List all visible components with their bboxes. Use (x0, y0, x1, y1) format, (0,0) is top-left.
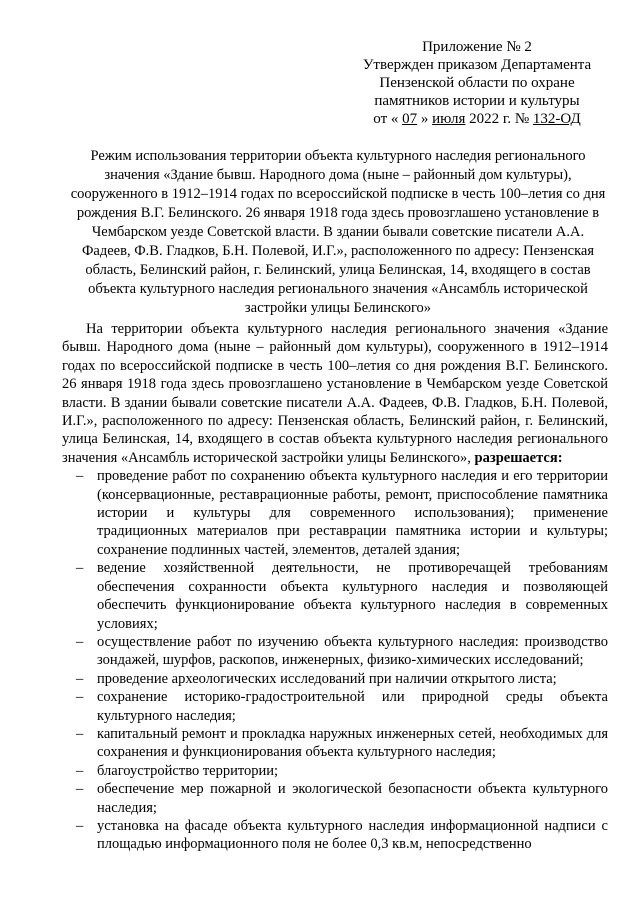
date-day: 07 (402, 111, 418, 127)
list-item-text: ведение хозяйственной деятельности, не противоречащей требованиям обеспечения сохранности объекта культурного наследия и позволяющей обеспечить функционирование объекта культурного наследия в современных условиях; (97, 560, 608, 632)
dash-marker: – (76, 689, 84, 706)
list-item-text: сохранение историко-градостроительной или природной среды объекта культурного наследия; (97, 689, 608, 724)
list-item-text: благоустройство территории; (97, 762, 279, 779)
dash-marker: – (76, 468, 84, 485)
intro-text: На территории объекта культурного наследия регионального значения «Здание бывш. Народного дома (ныне – районный дом культуры), сооруженного в 1912–1914 годах по всероссийской подписке в честь 100–летия со дня рождения В.Г. Белинского. 26 января 1918 года здесь провозглашено установление в Чембарском уезде Советской власти. В здании бывали советские писатели А.А. Фадеев, Ф.В. Гладков, Б.Н. Полевой, И.Г.», расположенного по адресу: Пензенская область, Белинский район, г. Белинский, улица Белинская, 14, входящего в состав объекта культурного наследия регионального значения «Ансамбль исторической застройки улицы Белинского», (62, 321, 608, 466)
dash-marker: – (76, 781, 84, 798)
department-line: Пензенской области по охране (379, 75, 575, 91)
date-year: 2022 г. № (469, 111, 530, 127)
dash-marker: – (76, 633, 84, 650)
list-item-text: обеспечение мер пожарной и экологической безопасности объекта культурного наследия; (97, 781, 608, 816)
dash-marker: – (76, 762, 84, 779)
list-item-text: проведение работ по сохранению объекта культурного наследия и его территории (консервационные, реставрационные работы, ремонт, приспособление памятника истории и культуры для современного использования); применение традиционных материалов при реставрации памятника истории и культуры; сохранение подлинных частей, элементов, деталей здания; (97, 468, 608, 558)
list-item-text: осуществление работ по изучению объекта культурного наследия: производство зондажей, шурфов, раскопов, инженерных, физико-химических исследований; (97, 633, 608, 669)
date-prefix: от « (373, 111, 399, 127)
document-body (62, 320, 608, 854)
order-date-line (352, 110, 602, 128)
list-item-text: капитальный ремонт и прокладка наружных инженерных сетей, необходимых для сохранения и функционирования объекта культурного наследия; (97, 725, 608, 761)
permitted-list (62, 467, 608, 854)
department-line-2: памятников истории и культуры (374, 93, 580, 109)
list-item-text: установка на фасаде объекта культурного наследия информационной надписи с площадью информационного поля не более 0,3 кв.м, непосредственно (97, 817, 608, 853)
dash-marker: – (76, 670, 84, 687)
list-item (62, 559, 608, 633)
list-item (62, 817, 608, 854)
appendix-header (352, 38, 602, 128)
list-item-text: проведение археологических исследований при наличии открытого листа; (97, 670, 557, 687)
list-item (62, 762, 608, 780)
list-item (62, 467, 608, 559)
approval-line: Утвержден приказом Департамента (362, 57, 592, 73)
list-item (62, 688, 608, 725)
document-title: Режим использования территории объекта культурного наследия регионального значения «Здание бывш. Народного дома (ныне – районный дом культуры), сооруженного в 1912–1914 годах по всероссийской подписке в честь 100–летия со дня рождения В.Г. Белинского. 26 января 1918 года здесь провозглашено установление в Чембарском уезде Советской власти. В здании бывали советские писатели А.А. Фадеев, Ф.В. Гладков, Б.Н. Полевой, И.Г.», расположенного по адресу: Пензенская область, Белинский район, г. Белинский, улица Белинская, 14, входящего в состав объекта культурного наследия регионального значения «Ансамбль исторической застройки улицы Белинского» (70, 148, 606, 316)
dash-marker: – (76, 817, 84, 834)
date-mid: » (420, 111, 429, 127)
order-number: 132-ОД (532, 111, 581, 127)
list-item (62, 670, 608, 688)
date-month: июля (432, 111, 466, 127)
appendix-number: Приложение № 2 (422, 39, 532, 55)
dash-marker: – (76, 725, 84, 742)
list-item (62, 725, 608, 762)
list-item (62, 780, 608, 817)
dash-marker: – (76, 560, 84, 577)
intro-paragraph (62, 320, 608, 467)
intro-bold: разрешается: (474, 449, 563, 466)
list-item (62, 633, 608, 670)
